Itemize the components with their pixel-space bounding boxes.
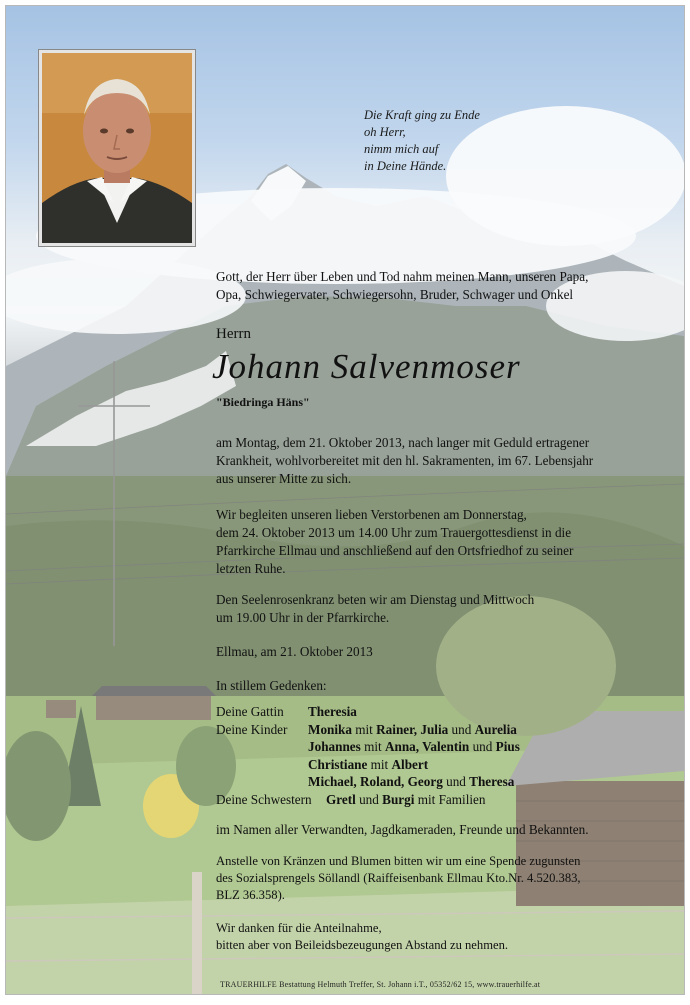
connector-text: und: [442, 774, 470, 789]
connector-text: mit: [367, 756, 392, 772]
funeral-home-footer: TRAUERHILFE Bestattung Helmuth Treffer, St. Johann i.T., 05352/62 15, www.trauerhilfe.at: [220, 980, 541, 989]
family-name: Aurelia: [474, 721, 517, 737]
connector-text: und: [469, 739, 496, 754]
donation-line: Anstelle von Kränzen und Blumen bitten wir um eine Spende zugunsten: [216, 854, 581, 868]
wife-name: Theresia: [308, 704, 357, 719]
nickname: "Biedringa Häns": [216, 395, 310, 409]
donation-line: BLZ 36.358).: [216, 888, 285, 902]
salutation: Herrn: [216, 326, 251, 342]
connector-text: mit Familien: [414, 791, 486, 807]
funeral-line: Wir begleiten unseren lieben Verstorbenen am Donnerstag,: [216, 507, 527, 522]
rosary-line: Den Seelenrosenkranz beten wir am Dienstag und Mittwoch: [216, 592, 535, 607]
family-name: Pius: [495, 739, 520, 754]
relatives-note: im Namen aller Verwandten, Jagdkameraden, Freunde und Bekannten.: [216, 822, 589, 837]
family-name: Theresa: [469, 774, 515, 789]
death-notice: [216, 434, 593, 488]
intro-text: [216, 268, 588, 304]
family-name: Rainer, Julia: [376, 721, 449, 737]
intro-line: Gott, der Herr über Leben und Tod nahm meinen Mann, unseren Papa,: [216, 269, 589, 284]
death-notice-line: aus unserer Mitte zu sich.: [216, 471, 352, 486]
family-name: Michael, Roland, Georg: [308, 774, 443, 789]
thanks-line: Wir danken für die Anteilnahme,: [216, 921, 382, 935]
funeral-line: letzten Ruhe.: [216, 561, 286, 576]
connector-text: mit: [351, 721, 377, 737]
connector-text: mit: [360, 739, 385, 754]
place-date: Ellmau, am 21. Oktober 2013: [216, 644, 373, 659]
in-memory-heading: In stillem Gedenken:: [216, 678, 327, 693]
quote-line: Die Kraft ging zu Ende: [364, 108, 480, 122]
children-line: [308, 756, 428, 774]
sisters-line: [326, 791, 485, 809]
children-line: [308, 738, 520, 756]
family-name: Burgi: [382, 791, 415, 807]
family-name: Monika: [308, 721, 352, 737]
quote-line: oh Herr,: [364, 125, 406, 139]
rosary-notice: [216, 591, 534, 627]
deceased-name: Johann Salvenmoser: [212, 347, 521, 386]
funeral-line: dem 24. Oktober 2013 um 14.00 Uhr zum Trauergottesdienst in die: [216, 525, 572, 540]
family-name: Anna, Valentin: [384, 739, 470, 754]
connector-text: und: [355, 791, 383, 807]
funeral-notice: [216, 506, 573, 578]
thanks-line: bitten aber von Beileidsbezeugungen Abstand zu nehmen.: [216, 938, 509, 952]
sisters-label: Deine Schwestern: [216, 791, 312, 807]
rosary-line: um 19.00 Uhr in der Pfarrkirche.: [216, 610, 390, 625]
intro-line: Opa, Schwiegervater, Schwiegersohn, Bruder, Schwager und Onkel: [216, 287, 574, 302]
connector-text: und: [448, 721, 475, 737]
obituary-card: [5, 5, 685, 995]
children-line: [308, 721, 517, 739]
death-notice-line: am Montag, dem 21. Oktober 2013, nach langer mit Geduld ertragener: [216, 435, 590, 450]
thanks-note: [216, 920, 508, 954]
donation-line: des Sozialsprengels Söllandl (Raiffeisenbank Ellmau Kto.Nr. 4.520.383,: [216, 871, 581, 885]
family-name: Christiane: [308, 756, 368, 772]
family-name: Albert: [391, 756, 429, 772]
death-notice-line: Krankheit, wohlvorbereitet mit den hl. Sakramenten, im 67. Lebensjahr: [216, 453, 594, 468]
children-line: [308, 773, 514, 791]
wife-label: Deine Gattin: [216, 704, 284, 719]
portrait-photo: [39, 50, 195, 246]
donation-request: [216, 853, 581, 904]
funeral-line: Pfarrkirche Ellmau und anschließend auf den Ortsfriedhof zu seiner: [216, 543, 574, 558]
quote-line: in Deine Hände.: [364, 159, 447, 173]
family-name: Johannes: [308, 739, 361, 754]
children-label: Deine Kinder: [216, 721, 288, 737]
quote-line: nimm mich auf: [364, 142, 439, 156]
quote-verse: [364, 107, 480, 175]
family-name: Gretl: [326, 791, 356, 807]
